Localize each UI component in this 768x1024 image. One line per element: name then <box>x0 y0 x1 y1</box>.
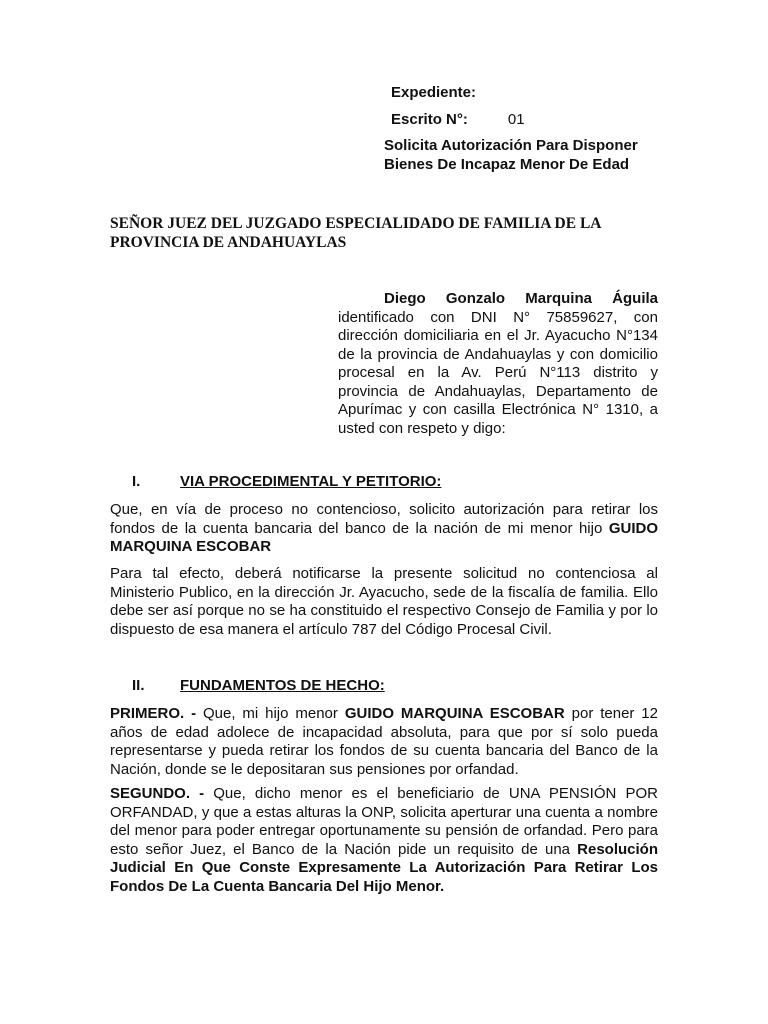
addressee-heading: SEÑOR JUEZ DEL JUZGADO ESPECIALIDADO DE FAMILIA DE LA PROVINCIA DE ANDAHUAYLAS <box>110 215 601 251</box>
case-header <box>384 84 684 174</box>
party-name: Diego Gonzalo Marquina Águila <box>384 290 658 307</box>
minor-name: GUIDO MARQUINA ESCOBAR <box>110 519 658 555</box>
sumilla-line-2: Bienes De Incapaz Menor De Edad <box>384 155 630 173</box>
segundo-paragraph <box>110 785 658 896</box>
primero-text-b: por tener 12 años de edad adolece de incapacidad absoluta, para que por sí solo pueda representarse y pueda retirar los fondos de su cuenta bancaria del Banco de la Nación, donde se le depositaran sus pensiones por orfandad. <box>110 705 658 778</box>
section-2-heading <box>110 677 385 696</box>
section-2-title: FUNDAMENTOS DE HECHO: <box>180 677 385 694</box>
section-2-number: II. <box>132 677 145 694</box>
segundo-requirement: Resolución Judicial En Que Conste Expresamente La Autorización Para Retirar Los Fondos De La Cuenta Bancaria Del Hijo Menor. <box>110 840 658 895</box>
party-introduction <box>338 290 658 438</box>
sumilla-line-1: Solicita Autorización Para Disponer <box>384 137 638 154</box>
section-1-heading <box>110 473 441 492</box>
primero-text-a: Que, mi hijo menor <box>196 705 345 722</box>
escrito-value: 01 <box>507 110 525 128</box>
primero-paragraph <box>110 705 658 779</box>
party-details: identificado con DNI N° 75859627, con dirección domiciliaria en el Jr. Ayacucho N°134 de la provincia de Andahuaylas y con domicilio procesal en la Av. Perú N°113 distrito y provincia de Andahuaylas, Departamento de Apurímac y con casilla Electrónica N° 1310, a usted con respeto y digo: <box>338 308 658 437</box>
petitorio-paragraph <box>110 501 658 557</box>
escrito-label: Escrito N°: <box>391 110 468 128</box>
expediente-label: Expediente: <box>391 84 477 101</box>
notification-paragraph: Para tal efecto, deberá notificarse la presente solicitud no contenciosa al Ministerio Publico, en la dirección Jr. Ayacucho, sede de la fiscalía de familia. Ello debe ser así porque no se ha constituido el respectivo Consejo de Familia y por lo dispuesto de esa manera el artículo 787 del Código Procesal Civil. <box>110 565 658 638</box>
segundo-text: Que, dicho menor es el beneficiario de UNA PENSIÓN POR ORFANDAD, y que a estas alturas la ONP, solicita aperturar una cuenta a nombre del menor para poder entregar oportunamente su pensión de orfandad. Pero para esto señor Juez, el Banco de la Nación pide un requisito de una <box>110 785 658 858</box>
primero-label: PRIMERO. - <box>110 705 197 722</box>
primero-minor-name: GUIDO MARQUINA ESCOBAR <box>344 705 565 722</box>
escrito-line <box>391 111 684 130</box>
petitorio-text: Que, en vía de proceso no contencioso, solicito autorización para retirar los fondos de la cuenta bancaria del banco de la nación de mi menor hijo <box>110 501 658 537</box>
section-1-number: I. <box>132 473 141 490</box>
section-1-title: VIA PROCEDIMENTAL Y PETITORIO: <box>180 473 442 490</box>
segundo-label: SEGUNDO. - <box>110 785 205 802</box>
